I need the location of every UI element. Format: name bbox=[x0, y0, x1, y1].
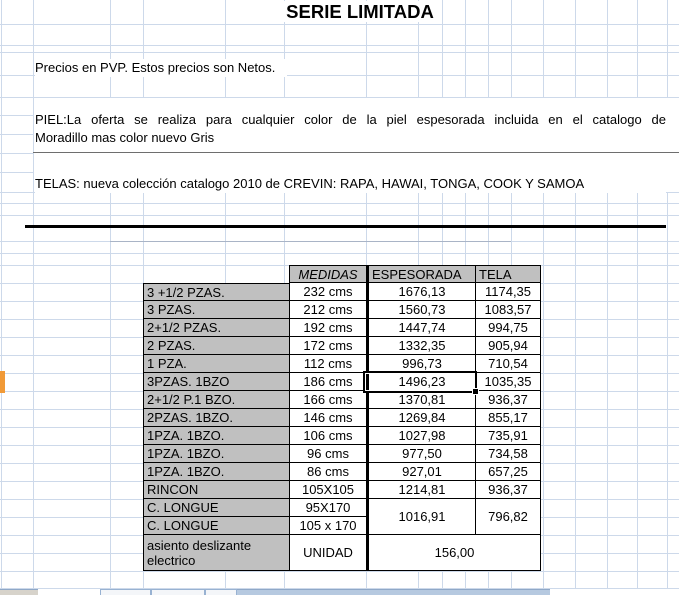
cell-label[interactable]: 3PZAS. 1BZO bbox=[143, 373, 289, 391]
header-ghost-cell bbox=[143, 265, 289, 283]
page-title[interactable]: SERIE LIMITADA bbox=[278, 1, 442, 22]
cell-label[interactable]: 2+1/2 P.1 BZO. bbox=[143, 391, 289, 409]
cell-espesorada[interactable]: 1447,74 bbox=[366, 319, 475, 337]
orange-row-marker bbox=[0, 371, 5, 393]
cell-tela[interactable]: 734,58 bbox=[475, 445, 541, 463]
cell-precio-merged[interactable]: 156,00 bbox=[366, 535, 541, 571]
cell-label[interactable]: asiento deslizante electrico bbox=[143, 535, 289, 571]
cell-label[interactable]: RINCON bbox=[143, 481, 289, 499]
cell-espesorada[interactable]: 1269,84 bbox=[366, 409, 475, 427]
note-telas-cell[interactable]: TELAS: nueva colección catalogo 2010 de CREVIN: RAPA, HAWAI, TONGA, COOK Y SAMOA bbox=[35, 175, 666, 193]
cell-label[interactable]: 1PZA. 1BZO. bbox=[143, 445, 289, 463]
gridline-h bbox=[0, 45, 679, 46]
cell-medidas[interactable]: UNIDAD bbox=[289, 535, 366, 571]
cell-tela[interactable]: 905,94 bbox=[475, 337, 541, 355]
cell-tela[interactable]: 855,17 bbox=[475, 409, 541, 427]
gridline-h bbox=[0, 253, 679, 254]
cell-medidas[interactable]: 192 cms bbox=[289, 319, 366, 337]
cell-medidas[interactable]: 186 cms bbox=[289, 373, 366, 391]
table-row bbox=[143, 481, 541, 499]
table-row bbox=[143, 337, 541, 355]
cell-espesorada[interactable]: 1370,81 bbox=[366, 391, 475, 409]
cell-label[interactable]: 2 PZAS. bbox=[143, 337, 289, 355]
cell-label[interactable]: 1PZA. 1BZO. bbox=[143, 463, 289, 481]
gridline-h bbox=[0, 203, 679, 204]
note-piel-line2[interactable]: Moradillo mas color nuevo Gris bbox=[35, 129, 666, 147]
cell-espesorada[interactable]: 1496,23 bbox=[366, 373, 475, 391]
cell-tela[interactable]: 657,25 bbox=[475, 463, 541, 481]
table-row bbox=[143, 409, 541, 427]
thick-border-line bbox=[25, 225, 666, 228]
cell-medidas[interactable]: 95X170 bbox=[289, 499, 366, 517]
cell-label[interactable]: 3 +1/2 PZAS. bbox=[143, 283, 289, 301]
cell-tela[interactable]: 710,54 bbox=[475, 355, 541, 373]
table-row bbox=[143, 427, 541, 445]
gridline-h bbox=[0, 571, 679, 572]
cell-tela[interactable]: 936,37 bbox=[475, 481, 541, 499]
cell-espesorada[interactable]: 1560,73 bbox=[366, 301, 475, 319]
cell-tela[interactable]: 735,91 bbox=[475, 427, 541, 445]
cell-tela[interactable]: 994,75 bbox=[475, 319, 541, 337]
table-body bbox=[143, 283, 541, 499]
cell-border-divider bbox=[33, 152, 679, 153]
cell-label[interactable]: C. LONGUE bbox=[143, 517, 289, 535]
table-row bbox=[143, 463, 541, 481]
cell-tela[interactable]: 1035,35 bbox=[475, 373, 541, 391]
cell-tela[interactable]: 936,37 bbox=[475, 391, 541, 409]
cell-label[interactable]: 1 PZA. bbox=[143, 355, 289, 373]
cell-medidas[interactable]: 212 cms bbox=[289, 301, 366, 319]
cell-medidas[interactable]: 105X105 bbox=[289, 481, 366, 499]
price-table bbox=[143, 265, 541, 571]
cell-label[interactable]: 2PZAS. 1BZO. bbox=[143, 409, 289, 427]
table-row bbox=[143, 445, 541, 463]
cell-medidas[interactable]: 106 cms bbox=[289, 427, 366, 445]
cell-tela[interactable]: 1083,57 bbox=[475, 301, 541, 319]
cell-border-line bbox=[110, 241, 511, 242]
header-espesorada[interactable]: ESPESORADA bbox=[366, 265, 475, 283]
sheet-tab[interactable] bbox=[151, 589, 205, 595]
table-row bbox=[143, 391, 541, 409]
gridline-h bbox=[0, 24, 679, 25]
sheet-tab-active-area[interactable] bbox=[237, 589, 550, 595]
sheet-tab[interactable] bbox=[100, 589, 151, 595]
cell-espesorada-merged[interactable]: 1016,91 bbox=[366, 499, 475, 535]
cell-espesorada[interactable]: 927,01 bbox=[366, 463, 475, 481]
table-row-clongue-merged bbox=[143, 499, 541, 535]
sheet-tab[interactable] bbox=[205, 589, 237, 595]
cell-medidas[interactable]: 86 cms bbox=[289, 463, 366, 481]
table-row bbox=[143, 355, 541, 373]
cell-medidas[interactable]: 112 cms bbox=[289, 355, 366, 373]
cell-label[interactable]: C. LONGUE bbox=[143, 499, 289, 517]
cell-tela[interactable]: 1174,35 bbox=[475, 283, 541, 301]
gridline-h bbox=[0, 52, 679, 53]
header-tela[interactable]: TELA bbox=[475, 265, 541, 283]
sheet-tab-bar bbox=[0, 589, 679, 595]
cell-label[interactable]: 2+1/2 PZAS. bbox=[143, 319, 289, 337]
header-medidas[interactable]: MEDIDAS bbox=[289, 265, 366, 283]
table-header-row bbox=[143, 265, 541, 283]
gridline-h bbox=[0, 215, 679, 216]
cell-espesorada[interactable]: 1676,13 bbox=[366, 283, 475, 301]
table-row bbox=[143, 301, 541, 319]
cell-medidas[interactable]: 232 cms bbox=[289, 283, 366, 301]
note-piel-line1[interactable]: PIEL:La oferta se realiza para cualquier color de la piel espesorada incluida en el catalogo de bbox=[35, 112, 666, 127]
cell-espesorada[interactable]: 1332,35 bbox=[366, 337, 475, 355]
cell-medidas[interactable]: 172 cms bbox=[289, 337, 366, 355]
table-row bbox=[143, 283, 541, 301]
table-row-last bbox=[143, 535, 541, 571]
cell-espesorada[interactable]: 1027,98 bbox=[366, 427, 475, 445]
cell-medidas[interactable]: 166 cms bbox=[289, 391, 366, 409]
cell-medidas[interactable]: 105 x 170 bbox=[289, 517, 366, 535]
cell-medidas[interactable]: 96 cms bbox=[289, 445, 366, 463]
cell-espesorada[interactable]: 977,50 bbox=[366, 445, 475, 463]
tab-scroll-corner[interactable] bbox=[0, 589, 38, 595]
cell-medidas[interactable]: 146 cms bbox=[289, 409, 366, 427]
table-row bbox=[143, 319, 541, 337]
cell-espesorada[interactable]: 1214,81 bbox=[366, 481, 475, 499]
note-precios-cell[interactable]: Precios en PVP. Estos precios son Netos. bbox=[35, 59, 287, 77]
cell-espesorada[interactable]: 996,73 bbox=[366, 355, 475, 373]
cell-label[interactable]: 1PZA. 1BZO. bbox=[143, 427, 289, 445]
table-row bbox=[143, 373, 541, 391]
cell-label[interactable]: 3 PZAS. bbox=[143, 301, 289, 319]
cell-tela-merged[interactable]: 796,82 bbox=[475, 499, 541, 535]
